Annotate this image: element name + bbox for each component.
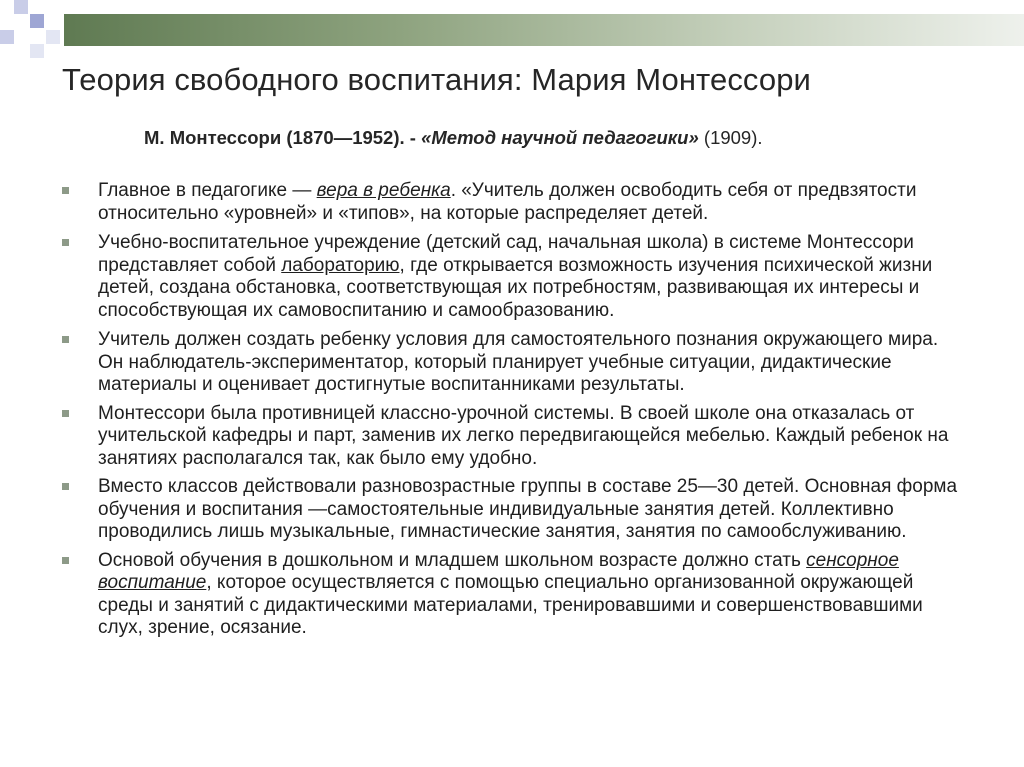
bullet-text: Вместо классов действовали разновозрастные группы в составе 25—30 детей. Основная форма обучения и воспитания —самостоятельные индивидуальные занятия детей. Коллективно проводились лишь музыкальные, гимнастические занятия, занятия по самообслуживанию. [98,476,958,542]
slide-subtitle [144,127,763,149]
bullet-item [60,232,960,322]
bullet-emphasis: лабораторию, [281,254,405,276]
deco-square [46,30,60,44]
bullet-emphasis: вера в ребенка [316,180,451,201]
deco-square [30,44,44,58]
bullet-item [60,403,960,471]
deco-square [30,14,44,28]
bullet-item [60,180,960,225]
bullet-square-icon [62,187,69,194]
subtitle-work: «Метод научной педагогики» [421,127,699,148]
subtitle-year: (1909). [698,127,763,148]
bullet-text: Основой обучения в дошкольном и младшем школьном возрасте должно стать [98,549,807,571]
deco-square [0,30,14,44]
header-gradient-bar [64,14,1024,46]
subtitle-author: М. Монтессори (1870—1952). - [144,127,422,148]
bullet-square-icon [62,557,69,564]
bullet-text: . «Учитель должен освободить себя от предвзятости относительно «уровней» и «типов», на которые распределяет детей. [98,180,917,224]
bullet-square-icon [62,239,69,246]
bullet-text: Монтессори была противницей классно-урочной системы. В своей школе она отказалась от учительской кафедры и парт, заменив их легко передвигающейся мебелью. Каждый ребенок на занятиях располагался так, как было ему удобно. [98,402,949,469]
bullet-square-icon [62,336,69,343]
deco-square [14,0,28,14]
bullet-item [60,476,960,544]
bullet-item [60,329,960,397]
bullet-text: Главное в педагогике — [98,180,317,201]
bullet-text: где открывается возможность изучения психической жизни детей, создана обстановка, соответствующая их потребностям, развивающая их интересы и способствующая их самовоспитанию и самообразованию. [98,254,933,321]
bullet-text: , которое осуществляется с помощью специально организованной окружающей среды и занятий с дидактическими материалами, тренировавшими и совершенствовавшими слух, зрение, осязание. [98,572,923,638]
bullet-square-icon [62,483,69,490]
slide-title: Теория свободного воспитания: Мария Монтессори [62,62,811,97]
bullet-square-icon [62,410,69,417]
bullet-text: Учебно-воспитательное учреждение (детский сад, начальная школа) в системе Монтессори представляет собой [98,232,914,276]
bullet-item [60,550,960,640]
bullet-text: Учитель должен создать ребенку условия для самостоятельного познания окружающего мира. Он наблюдатель-экспериментатор, который планирует учебные ситуации, дидактические материалы и оценивает достигнутые воспитанниками результаты. [98,329,939,395]
bullet-emphasis: сенсорное воспитание [98,549,899,593]
bullet-list [60,180,960,640]
